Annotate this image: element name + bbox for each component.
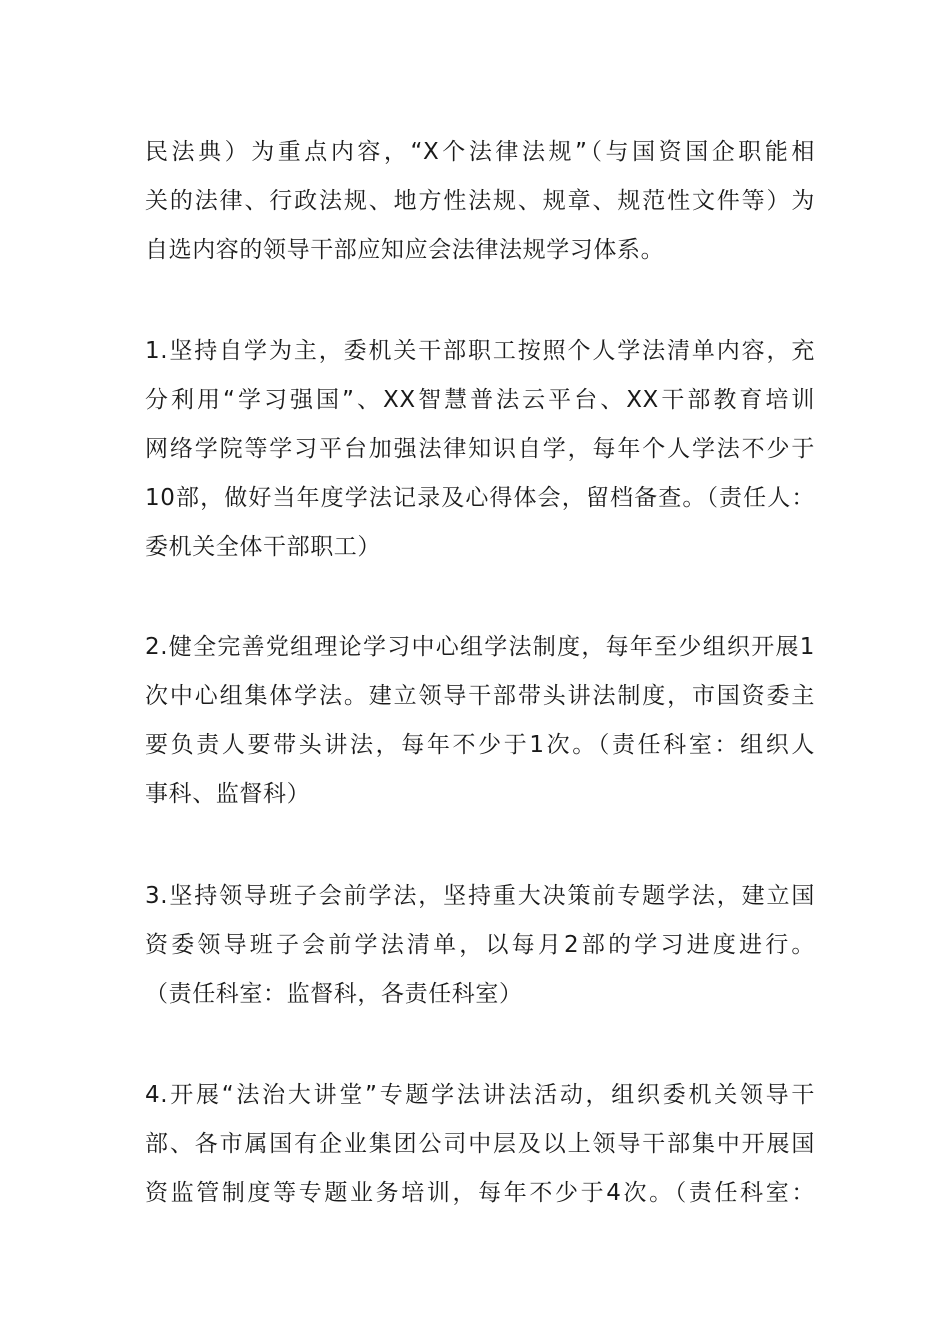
paragraph-intro <box>145 128 815 275</box>
text-line: 3.坚持领导班子会前学法，坚持重大决策前专题学法，建立国 <box>145 883 815 909</box>
text-line: 要负责人要带头讲法，每年不少于1次。（责任科室：组织人 <box>145 732 815 758</box>
text-line: 民法典）为重点内容，“X个法律法规”（与国资国企职能相 <box>145 139 815 165</box>
text-line: 1.坚持自学为主，委机关干部职工按照个人学法清单内容，充 <box>145 338 815 364</box>
text-line: 关的法律、行政法规、地方性法规、规章、规范性文件等）为 <box>145 188 815 214</box>
paragraph-item-1 <box>145 327 815 572</box>
paragraph-item-3 <box>145 872 815 1019</box>
text-line: 网络学院等学习平台加强法律知识自学，每年个人学法不少于 <box>145 436 815 462</box>
paragraph-item-2 <box>145 623 815 819</box>
text-line: （责任科室：监督科，各责任科室） <box>145 981 523 1007</box>
text-line: 分利用“学习强国”、XX智慧普法云平台、XX干部教育培训 <box>145 387 815 413</box>
text-line: 部、各市属国有企业集团公司中层及以上领导干部集中开展国 <box>145 1131 815 1157</box>
text-line: 自选内容的领导干部应知应会法律法规学习体系。 <box>145 237 665 263</box>
text-line: 10部，做好当年度学法记录及心得体会，留档备查。（责任人： <box>145 485 815 511</box>
text-line: 资监管制度等专题业务培训，每年不少于4次。（责任科室： <box>145 1180 815 1206</box>
text-line: 次中心组集体学法。建立领导干部带头讲法制度，市国资委主 <box>145 683 815 709</box>
text-line: 资委领导班子会前学法清单，以每月2部的学习进度进行。 <box>145 932 815 958</box>
text-line: 事科、监督科） <box>145 781 311 807</box>
text-line: 4.开展“法治大讲堂”专题学法讲法活动，组织委机关领导干 <box>145 1082 815 1108</box>
text-line: 委机关全体干部职工） <box>145 534 381 560</box>
paragraph-item-4 <box>145 1071 815 1218</box>
text-line: 2.健全完善党组理论学习中心组学法制度，每年至少组织开展1 <box>145 634 815 660</box>
